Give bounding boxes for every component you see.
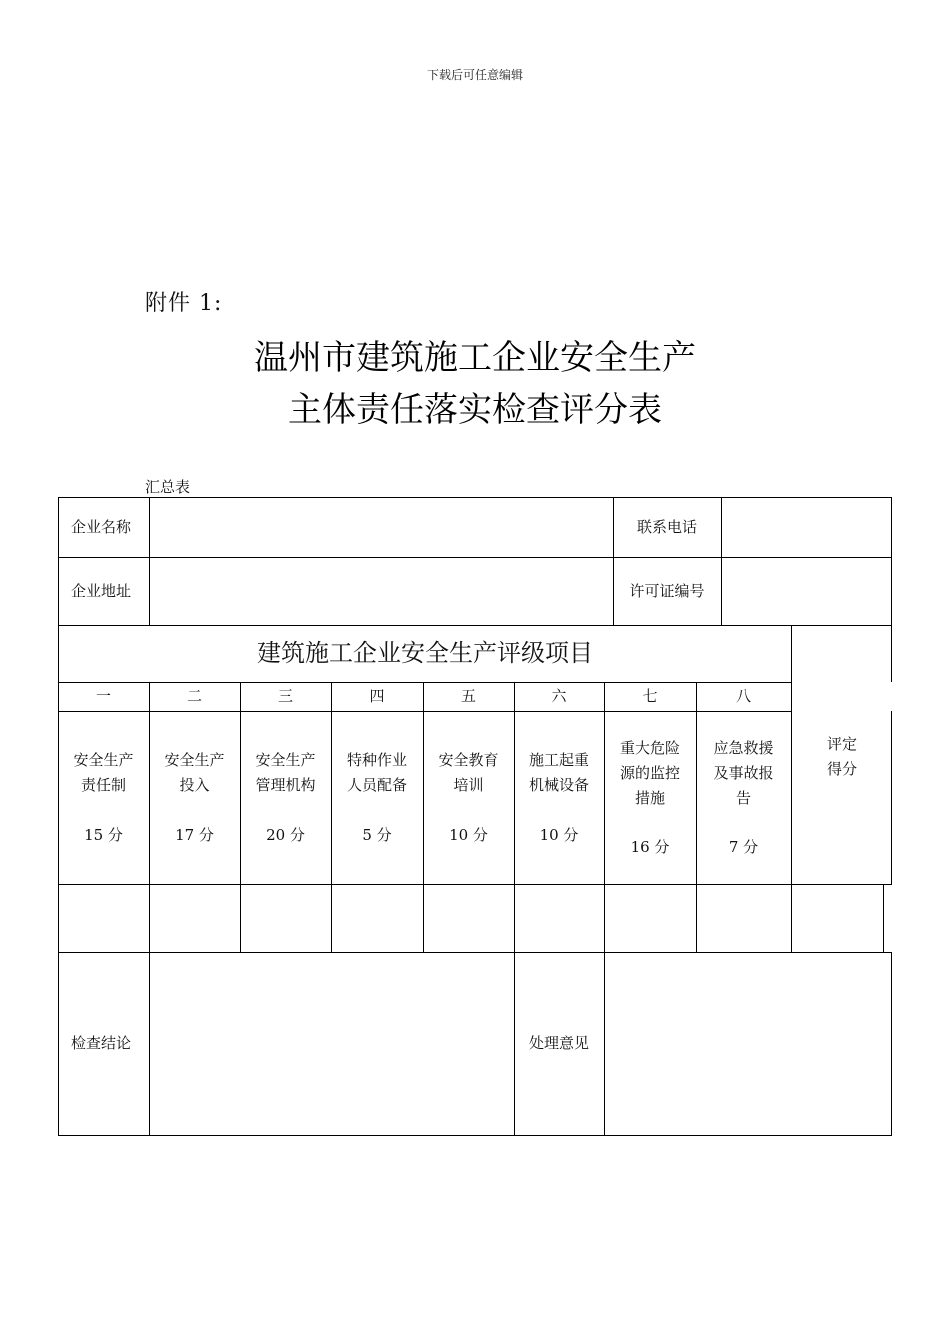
score-header — [792, 682, 892, 832]
item-number: 四 — [369, 687, 385, 705]
company-address-label: 企业地址 — [71, 581, 132, 600]
item-description — [604, 712, 696, 884]
rule — [891, 497, 892, 682]
item-number: 二 — [186, 687, 202, 705]
total-score-input[interactable] — [792, 885, 883, 952]
item-score: 10 分 — [539, 826, 579, 844]
conclusion-value[interactable] — [150, 953, 514, 1135]
item-score-input[interactable] — [59, 885, 149, 952]
item-name-line: 施工起重 — [528, 751, 589, 769]
opinion-value[interactable] — [605, 953, 891, 1135]
opinion-label: 处理意见 — [528, 1034, 589, 1052]
summary-label: 汇总表 — [145, 478, 191, 496]
item-description — [58, 712, 149, 884]
item-name-line: 源的监控 — [619, 764, 680, 782]
item-name-line: 投入 — [179, 776, 210, 794]
license-no-value[interactable] — [722, 558, 891, 625]
item-description — [696, 712, 791, 884]
item-name-line: 告 — [735, 789, 751, 807]
contact-phone-label: 联系电话 — [636, 517, 697, 536]
item-name-line: 重大危险 — [619, 739, 680, 757]
item-score: 10 分 — [449, 826, 488, 844]
header-note: 下载后可任意编辑 — [426, 68, 523, 82]
item-name-line: 培训 — [453, 776, 484, 794]
item-score: 20 分 — [266, 826, 305, 844]
item-name-line: 措施 — [634, 789, 665, 807]
item-number: 七 — [642, 687, 658, 705]
rule — [58, 1135, 892, 1136]
company-name-value[interactable] — [150, 498, 613, 557]
item-score: 15 分 — [84, 826, 123, 844]
item-name-line: 机械设备 — [528, 776, 589, 794]
contact-phone-value[interactable] — [722, 498, 891, 557]
item-score: 7 分 — [728, 838, 759, 856]
item-description — [331, 712, 423, 884]
rule — [883, 884, 884, 952]
license-no-label: 许可证编号 — [629, 581, 705, 600]
rating-items-title: 建筑施工企业安全生产评级项目 — [257, 639, 593, 667]
title-line-2: 主体责任落实检查评分表 — [288, 390, 662, 430]
item-score-input[interactable] — [241, 885, 331, 952]
score-header-line: 得分 — [826, 760, 857, 778]
item-number: 五 — [460, 687, 476, 705]
item-description — [149, 712, 240, 884]
item-number: 三 — [277, 687, 293, 705]
item-number: 六 — [551, 687, 567, 705]
item-name-line: 安全生产 — [164, 751, 225, 769]
item-score-input[interactable] — [605, 885, 696, 952]
conclusion-label: 检查结论 — [71, 1034, 132, 1052]
item-name-line: 特种作业 — [346, 751, 407, 769]
item-description — [423, 712, 514, 884]
item-score-input[interactable] — [515, 885, 604, 952]
score-header-line: 评定 — [826, 735, 857, 753]
attachment-label: 附件 1: — [145, 291, 223, 316]
item-score-input[interactable] — [697, 885, 791, 952]
item-description — [240, 712, 331, 884]
item-name-line: 人员配备 — [346, 776, 407, 794]
item-number: 一 — [95, 687, 111, 705]
item-name-line: 及事故报 — [713, 764, 774, 782]
item-name-line: 责任制 — [80, 776, 126, 794]
rule — [891, 952, 892, 1136]
item-score: 16 分 — [630, 838, 670, 856]
item-score-input[interactable] — [424, 885, 514, 952]
item-name-line: 安全教育 — [438, 751, 499, 769]
item-score: 5 分 — [362, 826, 392, 844]
item-number: 八 — [735, 687, 751, 705]
item-name-line: 应急救援 — [713, 739, 774, 757]
item-description — [514, 712, 604, 884]
item-score-input[interactable] — [332, 885, 423, 952]
company-address-value[interactable] — [150, 558, 613, 625]
company-name-label: 企业名称 — [71, 517, 132, 536]
item-score: 17 分 — [175, 826, 214, 844]
item-name-line: 安全生产 — [73, 751, 134, 769]
item-name-line: 安全生产 — [255, 751, 316, 769]
item-score-input[interactable] — [150, 885, 240, 952]
title-line-1: 温州市建筑施工企业安全生产 — [254, 338, 696, 378]
item-name-line: 管理机构 — [255, 776, 316, 794]
